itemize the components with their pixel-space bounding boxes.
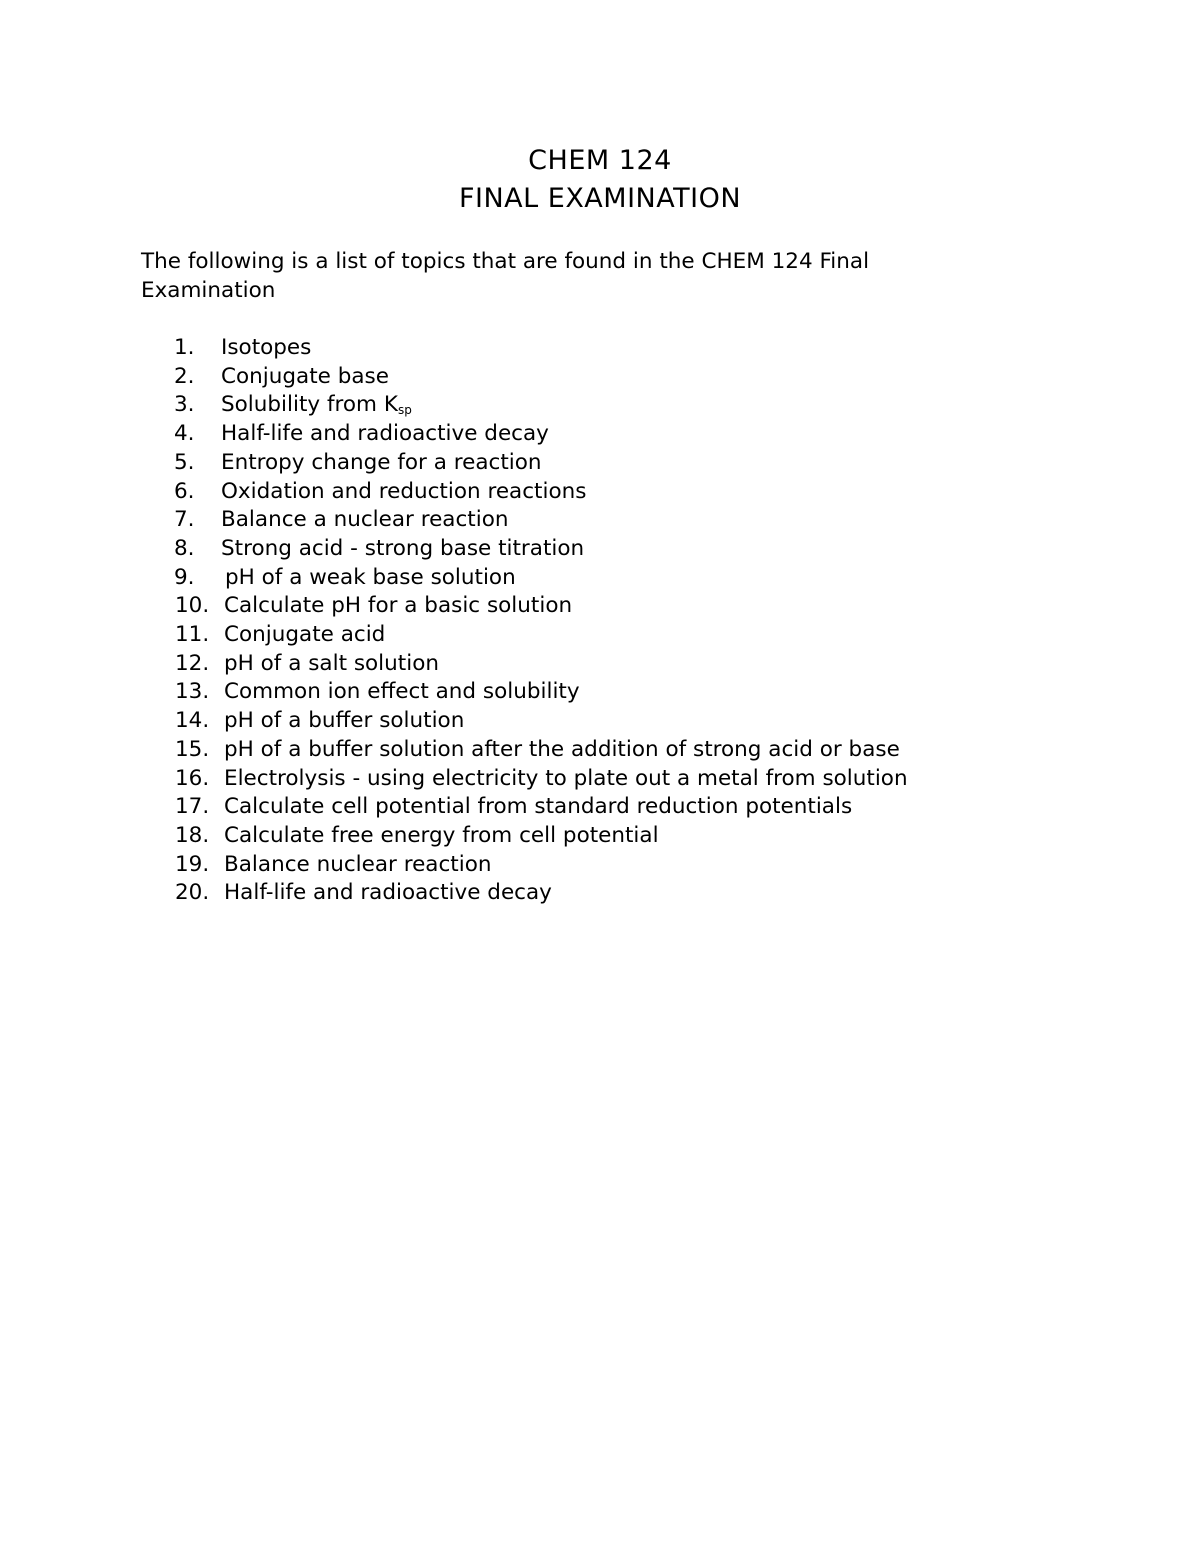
topic-text-main: Oxidation and reduction reactions bbox=[221, 478, 587, 504]
topic-text-main: Conjugate acid bbox=[224, 622, 386, 647]
course-code: CHEM 124 bbox=[528, 145, 672, 176]
exam-title: FINAL EXAMINATION bbox=[458, 183, 742, 214]
topic-number: 15. bbox=[175, 736, 210, 762]
topic-number: 5. bbox=[174, 449, 195, 475]
topic-text bbox=[221, 390, 412, 419]
topic-text-main: Balance nuclear reaction bbox=[224, 851, 492, 877]
topic-number: 4. bbox=[174, 421, 195, 447]
topic-text-main: Balance a nuclear reaction bbox=[221, 507, 509, 533]
topic-text bbox=[224, 649, 439, 678]
topic-text-main: Entropy change for a reaction bbox=[221, 449, 542, 475]
topic-text bbox=[221, 419, 549, 448]
topic-text bbox=[224, 764, 908, 793]
topic-text-main: pH of a salt solution bbox=[224, 650, 439, 676]
topic-text-main: Solubility from K bbox=[221, 392, 398, 418]
topic-text-main: Common ion effect and solubility bbox=[224, 679, 580, 705]
topic-number: 11. bbox=[175, 622, 210, 647]
topic-text bbox=[221, 362, 389, 391]
intro-paragraph bbox=[141, 247, 981, 305]
topic-number: 18. bbox=[175, 822, 210, 848]
topic-text bbox=[224, 677, 580, 706]
topic-text-main: pH of a weak base solution bbox=[225, 564, 516, 590]
topic-text bbox=[224, 850, 491, 879]
topic-text bbox=[221, 505, 509, 534]
topic-text bbox=[224, 821, 659, 850]
ksp-subscript: sp bbox=[397, 403, 412, 418]
topic-text bbox=[221, 477, 586, 506]
topic-number: 6. bbox=[174, 478, 195, 504]
topic-number: 8. bbox=[174, 535, 195, 561]
topic-text bbox=[221, 448, 542, 477]
topic-text-main: Isotopes bbox=[221, 335, 312, 360]
topic-text bbox=[224, 735, 900, 764]
topic-text-main: Half-life and radioactive decay bbox=[224, 880, 552, 906]
topic-text-main: Calculate pH for a basic solution bbox=[224, 593, 573, 619]
topic-text bbox=[225, 563, 516, 592]
topic-text-main: Calculate cell potential from standard reduction potentials bbox=[224, 794, 853, 820]
topic-number: 9. bbox=[174, 564, 195, 590]
intro-line-2: Examination bbox=[141, 278, 276, 303]
topic-text bbox=[224, 620, 385, 649]
topic-text-main: Calculate free energy from cell potential bbox=[224, 822, 659, 848]
topic-text-main: Half-life and radioactive decay bbox=[221, 421, 549, 447]
topic-number: 10. bbox=[175, 593, 210, 619]
topic-text-main: Strong acid - strong base titration bbox=[221, 535, 585, 561]
topic-text-main: pH of a buffer solution after the addition of strong acid or base bbox=[224, 736, 900, 762]
topic-text bbox=[221, 534, 584, 563]
topic-number: 2. bbox=[174, 363, 195, 389]
topic-number: 19. bbox=[175, 851, 210, 877]
topic-number: 14. bbox=[175, 708, 210, 734]
topic-text bbox=[224, 792, 852, 821]
topic-text bbox=[221, 333, 311, 362]
topic-text bbox=[224, 591, 572, 620]
topic-text-main: pH of a buffer solution bbox=[224, 708, 465, 734]
topic-text bbox=[224, 706, 464, 735]
topic-text-main: Conjugate base bbox=[221, 363, 389, 389]
topic-number: 17. bbox=[175, 794, 210, 820]
topic-text bbox=[224, 878, 552, 907]
topic-number: 13. bbox=[175, 679, 210, 705]
intro-line-1: The following is a list of topics that are found in the CHEM 124 Final bbox=[141, 249, 870, 274]
document-title bbox=[0, 142, 1200, 218]
topic-number: 16. bbox=[175, 765, 210, 791]
topic-number: 20. bbox=[175, 880, 210, 906]
topic-number: 12. bbox=[175, 650, 210, 676]
topic-number: 1. bbox=[174, 335, 195, 360]
topic-number: 7. bbox=[174, 507, 195, 533]
topic-number: 3. bbox=[174, 392, 195, 418]
topic-text-main: Electrolysis - using electricity to plate out a metal from solution bbox=[224, 765, 908, 791]
